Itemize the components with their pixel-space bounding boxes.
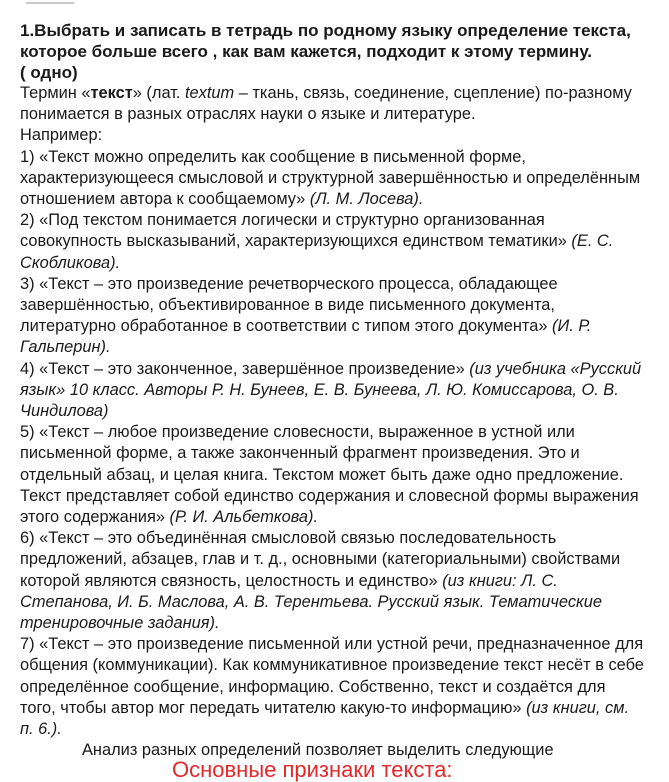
term-text: текст [90, 84, 133, 102]
definition-7: 7) «Текст – это произведение письменной или устной речи, предназначенное для общения (коммуникации). Как коммуникативное произведение текст несёт в себе определённое сообщение, информацию. Собственно, текст и создаётся для того, чтобы автор мог передать читателю какую-то информацию» (из книги, см. п. 6.). [20, 635, 644, 739]
intro-paragraph: Термин «текст» (лат. textum – ткань, связь, соединение, сцепление) по-разному понимается в разных отраслях науки о языке и литературе. [20, 84, 632, 124]
definition-source: (Л. М. Лосева). [309, 190, 424, 209]
definition-5: 5) «Текст – любое произведение словесности, выраженное в устной или письменной форме, а также законченный фрагмент произведения. Это и отдельный абзац, и целая книга. Текстом может быть даже одно предложение. Текст представляет собой единство содержания и словесной формы выражения этого содержания» (Р. И. Альбеткова). [20, 423, 639, 527]
definition-1: 1) «Текст можно определить как сообщение в письменной форме, характеризующееся смысловой и структурной завершённостью и определённым отношением автора к сообщаемому» (Л. М. Лосева). [20, 147, 641, 209]
definition-source: (из книги: Л. С. Степанова, И. Б. Маслова, А. В. Терентьева. Русский язык. Тематические тренировочные задания). [20, 571, 602, 633]
next-section-heading: Основные признаки текста: [172, 757, 453, 782]
definition-source: (Е. С. Скобликова). [20, 232, 614, 272]
task-note: ( одно) [20, 63, 78, 82]
conclusion-line: Анализ разных определений позволяет выделить следующие [82, 741, 554, 760]
definition-2: 2) «Под текстом понимается логически и структурно организованная совокупность высказываний, характеризующихся единством тематики» (Е. С. Скобликова). [20, 211, 614, 272]
latin-term: textum [185, 84, 235, 102]
definitions-body [20, 83, 645, 740]
definition-source: (Р. И. Альбеткова). [169, 508, 319, 527]
cropped-top-line [20, 0, 645, 16]
document-page [20, 0, 645, 762]
definition-4: 4) «Текст – это законченное, завершённое произведение» (из учебника «Русский язык» 10 класс. Авторы Р. Н. Бунеев, Е. В. Бунеева, Л. Ю. Комиссарова, О. В. Чиндилова) [20, 359, 642, 421]
definition-source: (из учебника «Русский язык» 10 класс. Авторы Р. Н. Бунеев, Е. В. Бунеева, Л. Ю. Комиссарова, О. В. Чиндилова) [20, 359, 642, 421]
example-label: Например: [20, 126, 103, 145]
definition-source: (из книги, см. п. 6.). [20, 698, 630, 739]
definition-6: 6) «Текст – это объединённая смысловой связью последовательность предложений, абзацев, глав и т. д., основными (категориальными) свойствами которой являются связность, целостность и единство» (из книги: Л. С. Степанова, И. Б. Маслова, А. В. Терентьева. Русский язык. Тематические тренировочные задания). [20, 529, 621, 633]
definition-source: (И. Р. Гальперин). [20, 317, 592, 357]
task-title: 1.Выбрать и записать в тетрадь по родному языку определение текста, которое больше всего , как вам кажется, подходит к этому термину. [20, 21, 631, 61]
task-statement [20, 20, 645, 83]
definition-3: 3) «Текст – это произведение речетворческого процесса, обладающее завершённостью, объективированное в виде письменного документа, литературно обработанное в соответствии с типом этого документа» (И. Р. Гальперин). [20, 274, 592, 357]
